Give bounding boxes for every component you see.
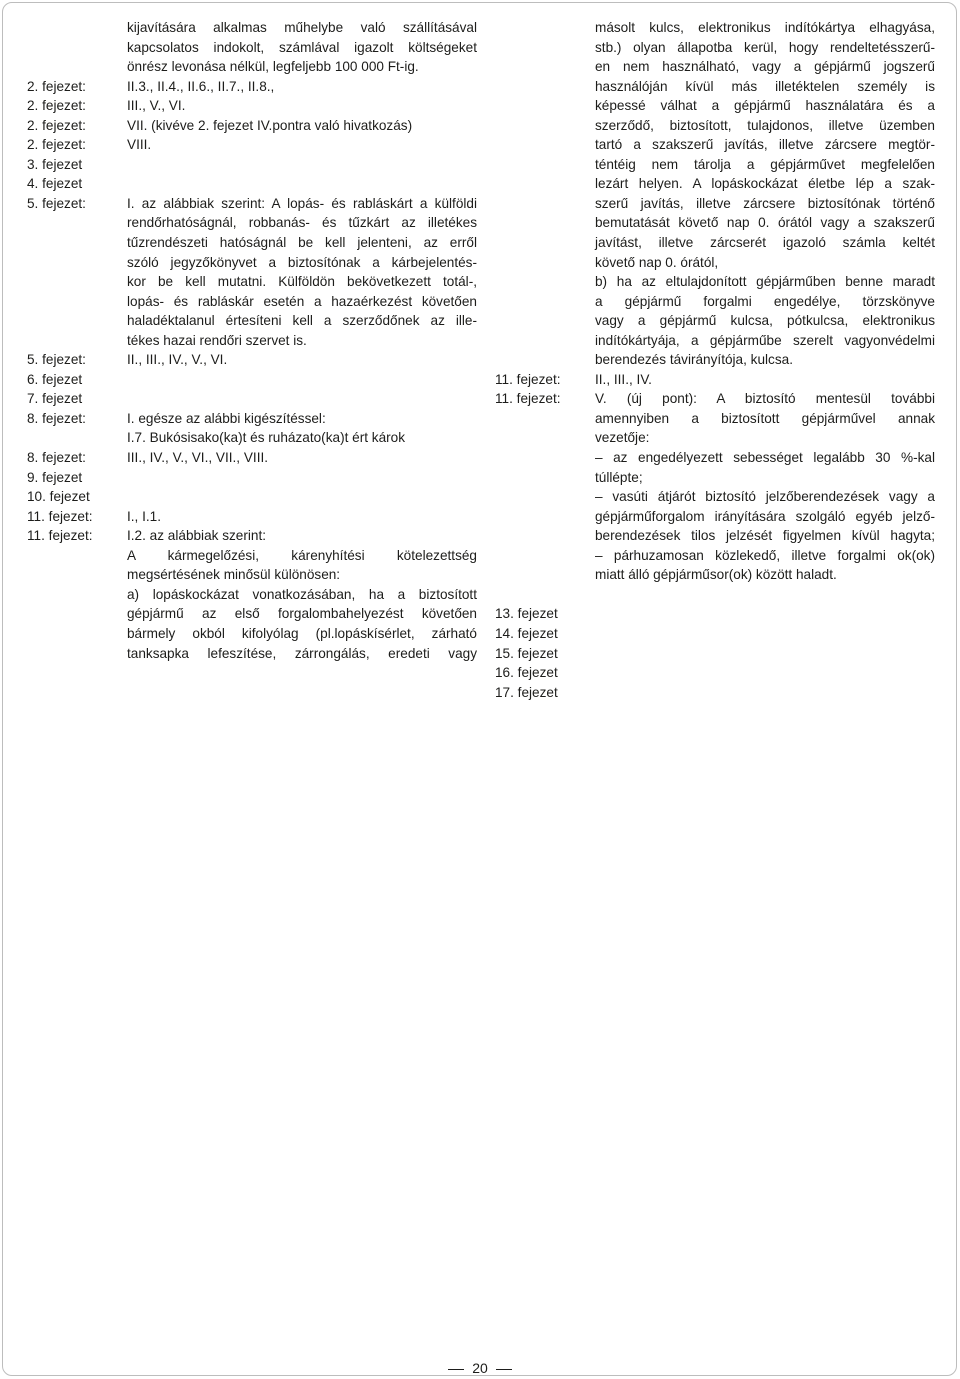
- text-line: berendezés távirányítója, kulcsa.: [595, 352, 793, 368]
- chapter-label: 11. fejezet:: [495, 391, 561, 407]
- text-line: követő nap 0. órától,: [595, 254, 719, 270]
- chapter-entry: [495, 644, 935, 664]
- chapter-text: II., III., IV., V., VI.: [127, 352, 228, 368]
- text-line: téntéig nem tárolja a gépjárművet megfelelően: [595, 156, 935, 172]
- text-line: önrész levonása nélkül, legfeljebb 100 000 Ft-ig.: [127, 59, 419, 75]
- text-line: képessé válhat a gépjármű használatára és a: [595, 98, 935, 114]
- chapter-label: 16. fejezet: [495, 665, 558, 681]
- chapter-entry: [495, 370, 935, 390]
- chapter-label: 6. fejezet: [27, 371, 83, 387]
- text-line: I.2. az alábbiak szerint:: [127, 528, 267, 544]
- text-line: tűzrendészeti hatóságnál be kell jelenteni, az erről: [127, 235, 477, 251]
- chapter-entry: [27, 77, 477, 97]
- chapter-entry: [27, 448, 477, 468]
- text-line: tékes hazai rendőri szervet is.: [127, 332, 307, 348]
- chapter-label: 10. fejezet: [27, 489, 90, 505]
- chapter-entry: [27, 155, 477, 175]
- text-line: A kármegelőzési, kárenyhítési kötelezettség: [127, 547, 477, 563]
- text-line: tanksapka lefeszítése, zárrongálás, eredeti vagy: [127, 645, 477, 661]
- chapter-text: I. egésze az alábbi kigészítéssel:: [127, 410, 326, 426]
- chapter-text: I., I.1.: [127, 508, 161, 524]
- intro-paragraph: [27, 18, 477, 77]
- text-line: – vasúti átjárót biztosító jelzőberendezések vagy a: [595, 489, 935, 505]
- chapter-label: 13. fejezet: [495, 606, 558, 622]
- text-line: vagy a gépjármű kulcsa, pótkulcsa, elektronikus: [595, 313, 935, 329]
- text-line: miatt álló gépjárműsor(ok) között haladt.: [595, 567, 837, 583]
- text-line: megsértésének minősül különösen:: [127, 567, 341, 583]
- chapter-label: 8. fejezet:: [27, 450, 86, 466]
- text-line: lezárt helyen. A lopáskockázat életbe lép a szak-: [595, 176, 935, 192]
- text-line: I. az alábbiak szerint: A lopás- és rabláskárt a külföldi: [127, 195, 477, 211]
- chapter-label: 14. fejezet: [495, 625, 558, 641]
- chapter-label: 8. fejezet:: [27, 410, 86, 426]
- text-line: stb.) olyan állapotba kerül, hogy rendeltetésszerű-: [595, 39, 935, 55]
- text-line: szerű javítás, illetve zárcsere biztosítónak történő: [595, 195, 935, 211]
- text-line: gépjárműforgalom irányítására szolgáló egyéb jelző-: [595, 508, 935, 524]
- text-line: a gépjármű forgalmi engedélye, törzskönyve: [595, 293, 935, 309]
- text-line: – az engedélyezett sebességet legalább 30 %-kal: [595, 450, 935, 466]
- text-line: amennyiben a biztosított gépjárművel annak: [595, 410, 935, 426]
- spacer-row: [495, 585, 935, 605]
- page-number-text: 20: [472, 1360, 488, 1376]
- text-line: gépjármű az első forgalombahelyezést követően: [127, 606, 477, 622]
- chapter-label: 4. fejezet: [27, 176, 83, 192]
- chapter-entry: [495, 389, 935, 584]
- chapter-text: [595, 389, 935, 584]
- chapter-entry: [495, 683, 935, 703]
- chapter-label: 3. fejezet: [27, 156, 83, 172]
- chapter-entry: [27, 96, 477, 116]
- text-line: használóján kívül más illetéktelen személy is: [595, 78, 935, 94]
- text-line: túllépte;: [595, 469, 643, 485]
- chapter-entry: [27, 135, 477, 155]
- dash-right: [496, 1369, 512, 1370]
- dash-left: [448, 1369, 464, 1370]
- chapter-text: [127, 526, 477, 663]
- chapter-text: III., IV., V., VI., VII., VIII.: [127, 450, 269, 466]
- page-number: [0, 1360, 960, 1376]
- text-line: a) lopáskockázat vonatkozásában, ha a biztosított: [127, 586, 477, 602]
- chapter-text: III., V., VI.: [127, 98, 186, 114]
- text-line: kor be kell mutatni. Külföldön bekövetkezett totál-,: [127, 274, 477, 290]
- chapter-entry: [27, 174, 477, 194]
- text-line: indítókártyája, a gépjárműbe szerelt vagyonvédelmi: [595, 332, 935, 348]
- text-line: tartó a szakszerű javítás, illetve zárcsere megtör-: [595, 137, 935, 153]
- chapter-label: 15. fejezet: [495, 645, 558, 661]
- text-line: szerződő, biztosított, tulajdonos, illetve üzemben: [595, 117, 935, 133]
- chapter-label: 7. fejezet: [27, 391, 83, 407]
- chapter-entry: [27, 389, 477, 409]
- chapter-entry: [27, 409, 477, 429]
- chapter-text: [127, 194, 477, 350]
- chapter-label: 2. fejezet:: [27, 78, 86, 94]
- chapter-label: 17. fejezet: [495, 684, 558, 700]
- chapter-entry: [27, 350, 477, 370]
- text-line: – párhuzamosan közlekedő, illetve forgalmi ok(ok): [595, 547, 935, 563]
- text-line: rendőrhatóságnál, robbanás- és tűzkárt az illetékes: [127, 215, 477, 231]
- text-line: bármely okból kifolyólag (pl.lopáskísérlet, zárható: [127, 625, 477, 641]
- chapter-entry: [495, 663, 935, 683]
- text-line: vezetője:: [595, 430, 650, 446]
- chapter-label: 5. fejezet:: [27, 195, 86, 211]
- text-line: kapcsolatos indokolt, számlával igazolt költségeket: [127, 39, 477, 55]
- text-line: berendezések tilos jelzését figyelmen kívül hagyta;: [595, 528, 935, 544]
- chapter-text: II., III., IV.: [595, 371, 652, 387]
- left-column: [27, 18, 477, 663]
- text-line: bemutatását követő nap 0. órától vagy a szakszerű: [595, 215, 935, 231]
- chapter-entry: [27, 487, 477, 507]
- chapter-entry: [27, 370, 477, 390]
- chapter-label: 9. fejezet: [27, 469, 83, 485]
- intro-paragraph: [495, 18, 935, 370]
- chapter-entry: [27, 526, 477, 663]
- chapter-label: 2. fejezet:: [27, 117, 86, 133]
- chapter-label: 11. fejezet:: [27, 508, 93, 524]
- chapter-entry: [27, 507, 477, 527]
- chapter-continuation: I.7. Bukósisako(ka)t és ruházato(ka)t ért károk: [127, 430, 406, 446]
- text-line: másolt kulcs, elektronikus indítókártya elhagyása,: [595, 20, 935, 35]
- chapter-text: VII. (kivéve 2. fejezet IV.pontra való hivatkozás): [127, 117, 413, 133]
- text-line: kijavítására alkalmas műhelybe való szállításával: [127, 20, 477, 35]
- text-line: en nem használható, vagy a gépjármű jogszerű: [595, 59, 935, 75]
- text-line: haladéktalanul értesíteni kell a szerződőnek az ille-: [127, 313, 477, 329]
- chapter-text: VIII.: [127, 137, 152, 153]
- chapter-label: 11. fejezet:: [27, 528, 93, 544]
- text-line: szóló jegyzőkönyvet a biztosítónak a kárbejelentés-: [127, 254, 477, 270]
- chapter-label: 11. fejezet:: [495, 371, 561, 387]
- chapter-entry: [495, 604, 935, 624]
- text-line: lopás- és rabláskár esetén a hazaérkezést követően: [127, 293, 477, 309]
- text-line: V. (új pont): A biztosító mentesül további: [595, 391, 935, 407]
- chapter-text: II.3., II.4., II.6., II.7., II.8.,: [127, 78, 275, 94]
- right-column: [495, 18, 935, 702]
- chapter-entry: [495, 624, 935, 644]
- chapter-entry: [27, 116, 477, 136]
- chapter-entry: [27, 468, 477, 488]
- chapter-entry: [27, 194, 477, 350]
- chapter-label: 5. fejezet:: [27, 352, 86, 368]
- text-line: javítást, illetve zárcserét igazoló számla keltét: [595, 235, 935, 251]
- text-line: b) ha az eltulajdonított gépjárműben benne maradt: [595, 274, 935, 290]
- chapter-label: 2. fejezet:: [27, 98, 86, 114]
- chapter-label: 2. fejezet:: [27, 137, 86, 153]
